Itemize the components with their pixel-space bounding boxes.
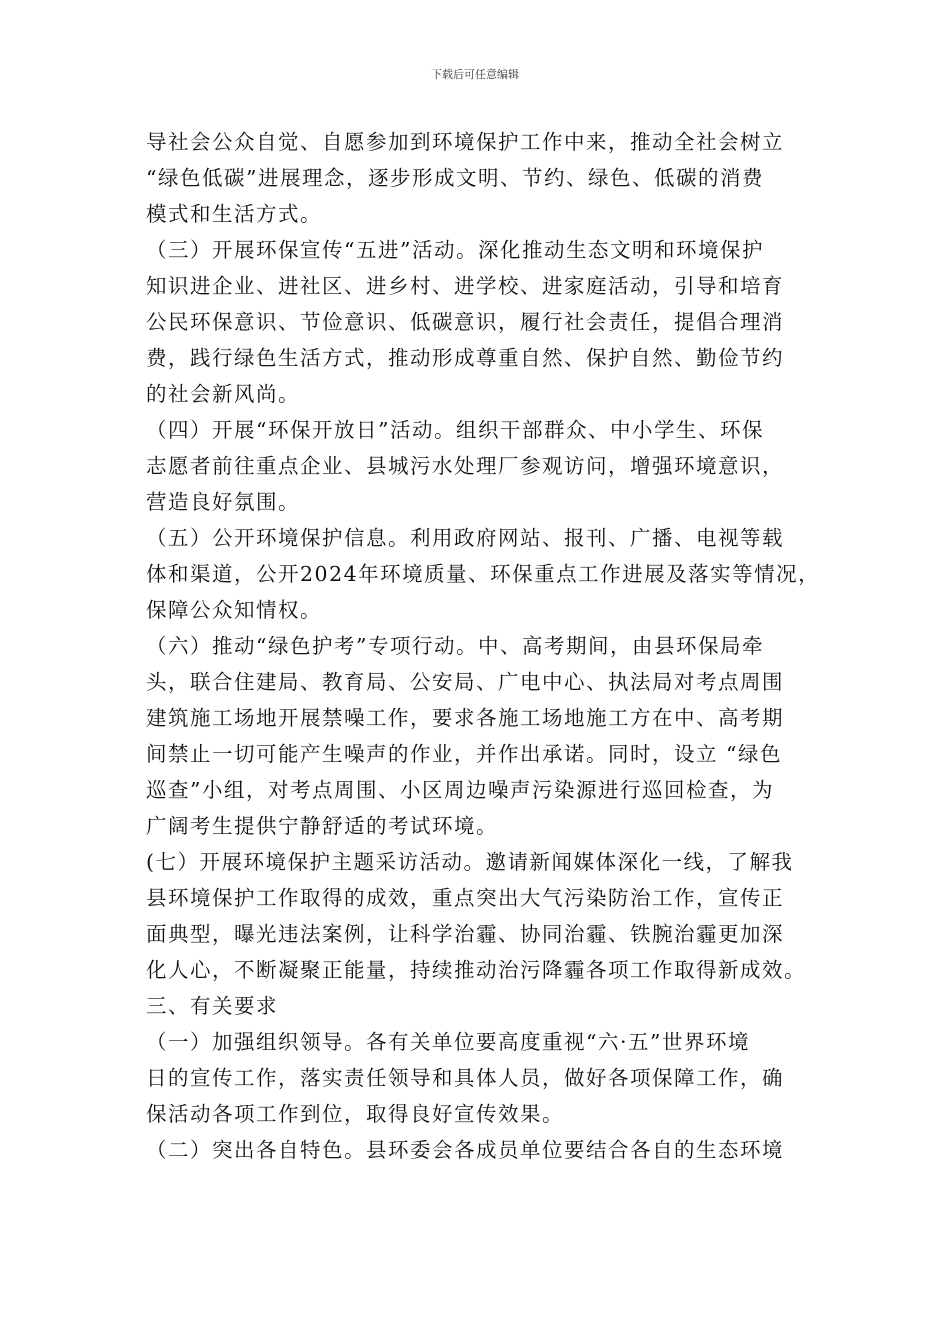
text-line: （一）加强组织领导。各有关单位要高度重视“六·五”世界环境 xyxy=(146,1030,750,1054)
text-line: 广阔考生提供宁静舒适的考试环境。 xyxy=(146,814,498,838)
text-line: 体和渠道，公开2024年环境质量、环保重点工作进展及落实等情况， xyxy=(146,562,821,586)
text-line: 巡查”小组，对考点周围、小区周边噪声污染源进行巡回检查，为 xyxy=(146,778,774,802)
text-line: (七）开展环境保护主题采访活动。邀请新闻媒体深化一线，了解我 xyxy=(146,850,794,874)
text-line: 日的宣传工作，落实责任领导和具体人员，做好各项保障工作，确 xyxy=(146,1066,784,1090)
text-line: 保障公众知情权。 xyxy=(146,598,322,622)
text-line: 营造良好氛围。 xyxy=(146,490,300,514)
text-line: 头，联合住建局、教育局、公安局、广电中心、执法局对考点周围 xyxy=(146,670,784,694)
text-line: 面典型，曝光违法案例，让科学治霾、协同治霾、铁腕治霾更加深 xyxy=(146,922,784,946)
text-line: 费，践行绿色生活方式，推动形成尊重自然、保护自然、勤俭节约 xyxy=(146,346,784,370)
text-line: （三）开展环保宣传“五进”活动。深化推动生态文明和环境保护 xyxy=(146,238,764,262)
text-line: 公民环保意识、节俭意识、低碳意识，履行社会责任，提倡合理消 xyxy=(146,310,784,334)
text-line: 模式和生活方式。 xyxy=(146,202,322,226)
text-line: 建筑施工场地开展禁噪工作，要求各施工场地施工方在中、高考期 xyxy=(146,706,784,730)
text-line: “绿色低碳”进展理念，逐步形成文明、节约、绿色、低碳的消费 xyxy=(146,166,764,190)
text-line: 保活动各项工作到位，取得良好宣传效果。 xyxy=(146,1102,564,1126)
text-line: （四）开展“环保开放日”活动。组织干部群众、中小学生、环保 xyxy=(146,418,764,442)
text-line: 知识进企业、进社区、进乡村、进学校、进家庭活动，引导和培育 xyxy=(146,274,784,298)
text-line: 导社会公众自觉、自愿参加到环境保护工作中来，推动全社会树立 xyxy=(146,130,784,154)
page-header: 下载后可任意编辑 xyxy=(431,68,519,81)
text-line: （五）公开环境保护信息。利用政府网站、报刊、广播、电视等载 xyxy=(146,526,784,550)
text-line: （六）推动“绿色护考”专项行动。中、高考期间，由县环保局牵 xyxy=(146,634,764,658)
text-line: 县环境保护工作取得的成效，重点突出大气污染防治工作，宣传正 xyxy=(146,886,784,910)
text-line: 志愿者前往重点企业、县城污水处理厂参观访问，增强环境意识， xyxy=(146,454,784,478)
text-line: 的社会新风尚。 xyxy=(146,382,300,406)
text-line: （二）突出各自特色。县环委会各成员单位要结合各自的生态环境 xyxy=(146,1138,784,1162)
text-line: 三、有关要求 xyxy=(146,994,278,1018)
text-line: 间禁止一切可能产生噪声的作业，并作出承诺。同时，设立 “绿色 xyxy=(146,742,782,766)
document-body xyxy=(146,124,826,1168)
text-line: 化人心，不断凝聚正能量，持续推动治污降霾各项工作取得新成效。 xyxy=(146,958,806,982)
